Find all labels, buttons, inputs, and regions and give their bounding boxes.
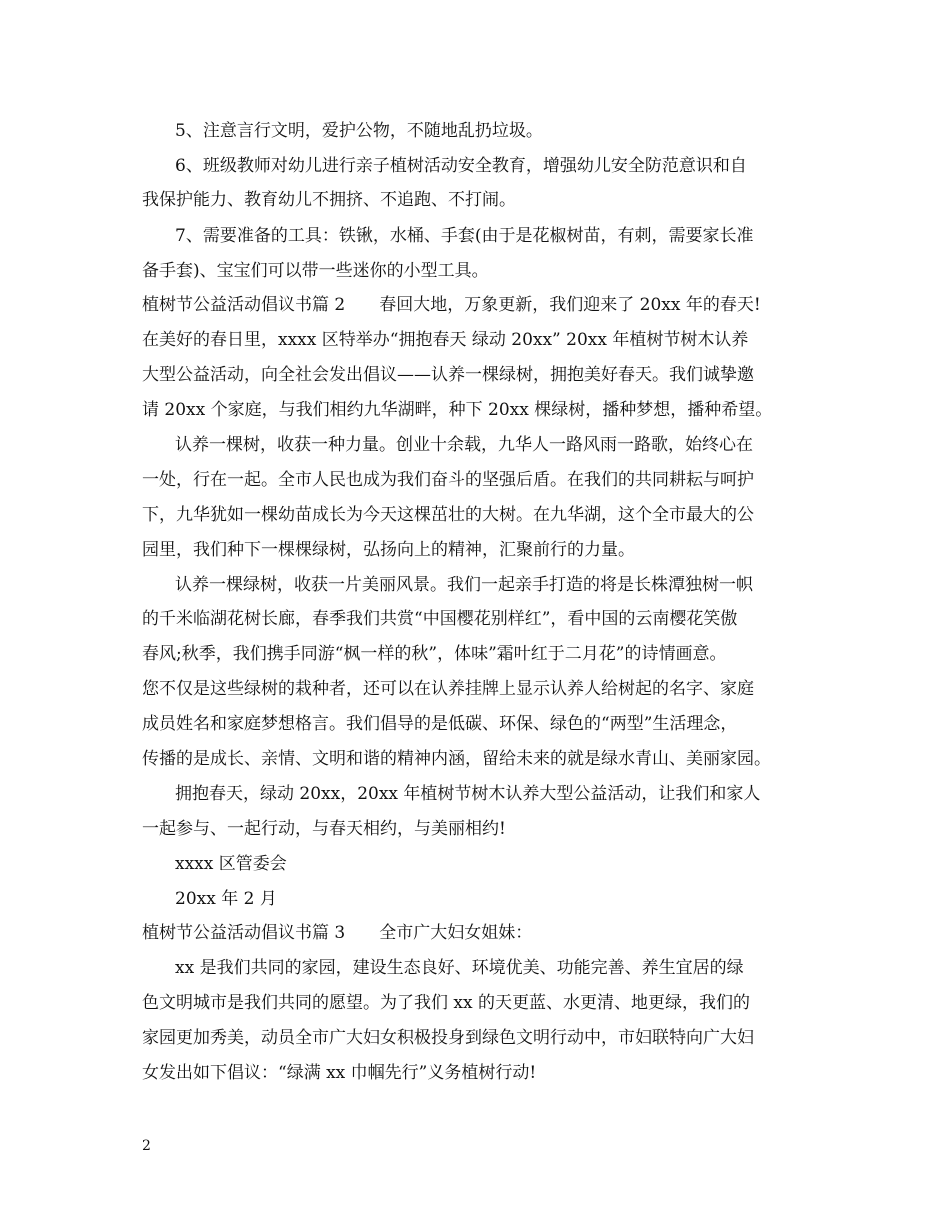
- text-line: 我保护能力、教育幼儿不拥挤、不追跑、不打闹。: [142, 190, 516, 210]
- text-line: 拥抱春天，绿动 20xx，20xx 年植树节树木认养大型公益活动，让我们和家人: [175, 784, 761, 804]
- text-line: 家园更加秀美，动员全市广大妇女积极投身到绿色文明行动中，市妇联特向广大妇: [142, 1028, 754, 1048]
- page-number: 2: [142, 1138, 151, 1154]
- text-line: 成员姓名和家庭梦想格言。我们倡导的是低碳、环保、绿色的“两型”生活理念，: [142, 714, 738, 734]
- text-line: 备手套)、宝宝们可以带一些迷你的小型工具。: [142, 261, 489, 281]
- text-line: 大型公益活动，向全社会发出倡议——认养一棵绿树，拥抱美好春天。我们诚挚邀: [142, 365, 754, 385]
- text-line: 在美好的春日里，xxxx 区特举办“拥抱春天 绿动 20xx” 20xx 年植树节树木认养: [142, 330, 749, 350]
- text-line: 色文明城市是我们共同的愿望。为了我们 xx 的天更蓝、水更清、地更绿，我们的: [142, 993, 750, 1013]
- text-line: 园里，我们种下一棵棵绿树，弘扬向上的精神，汇聚前行的力量。: [142, 540, 635, 560]
- text-line: 春风;秋季，我们携手同游“枫一样的秋”，体味”霜叶红于二月花”的诗情画意。: [142, 644, 727, 664]
- text-line: 女发出如下倡议：“绿满 xx 巾帼先行”义务植树行动!: [142, 1063, 537, 1083]
- text-line: 的千米临湖花树长廊，春季我们共赏“中国樱花别样红”，看中国的云南樱花笑傲: [142, 609, 738, 629]
- date-line: 20xx 年 2 月: [175, 889, 277, 909]
- text-line: 5、注意言行文明，爱护公物，不随地乱扔垃圾。: [175, 121, 543, 141]
- text-line: 您不仅是这些绿树的栽种者，还可以在认养挂牌上显示认养人给树起的名字、家庭: [142, 679, 754, 699]
- text-line: 请 20xx 个家庭，与我们相约九华湖畔，种下 20xx 棵绿树，播种梦想，播种希望。: [142, 400, 773, 420]
- text-line: 认养一棵绿树，收获一片美丽风景。我们一起亲手打造的将是长株潭独树一帜: [175, 575, 753, 595]
- signature-line: xxxx 区管委会: [175, 854, 287, 874]
- section-heading-line: 植树节公益活动倡议书篇 3 全市广大妇女姐妹：: [142, 923, 533, 943]
- text-line: 下，九华犹如一棵幼苗成长为今天这棵茁壮的大树。在九华湖，这个全市最大的公: [142, 505, 754, 525]
- text-line: 7、需要准备的工具：铁锹，水桶、手套(由于是花椒树苗，有刺，需要家长准: [175, 226, 754, 246]
- text-line: 传播的是成长、亲情、文明和谐的精神内涵，留给未来的就是绿水青山、美丽家园。: [142, 749, 771, 769]
- section-heading-line: 植树节公益活动倡议书篇 2 春回大地，万象更新，我们迎来了 20xx 年的春天!: [142, 295, 761, 315]
- text-line: 一处，行在一起。全市人民也成为我们奋斗的坚强后盾。在我们的共同耕耘与呵护: [142, 470, 754, 490]
- text-line: xx 是我们共同的家园，建设生态良好、环境优美、功能完善、养生宜居的绿: [175, 958, 744, 978]
- text-line: 一起参与、一起行动，与春天相约，与美丽相约!: [142, 819, 506, 839]
- text-line: 6、班级教师对幼儿进行亲子植树活动安全教育，增强幼儿安全防范意识和自: [175, 156, 747, 176]
- text-line: 认养一棵树，收获一种力量。创业十余载，九华人一路风雨一路歌，始终心在: [175, 435, 753, 455]
